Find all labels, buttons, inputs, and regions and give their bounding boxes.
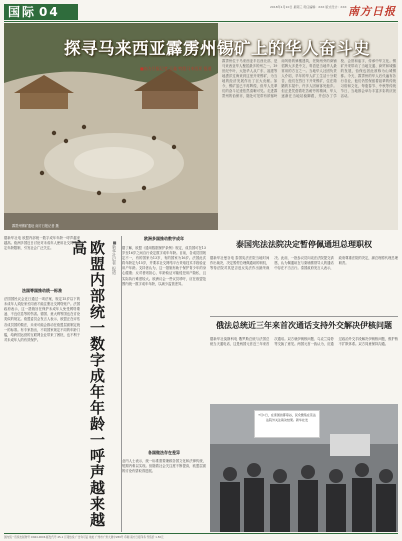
masthead-rule [4, 21, 398, 22]
middle-head: 欧洲多国推动数字成年 [144, 236, 184, 241]
middle-body: 据了解，欧盟《通用数据保护条例》规定，成员国可在13岁至16岁之间自行设定数字成年年龄。目前，各成员国规定不一，有的国家为13岁，有的国家为16岁。法国此次将年龄定为15岁，并要求社交网络平台采取技术手段验证用户年龄。支持者认为，这一措施有助于保护青少年的身心健康；反对者则担心，年龄验证可能侵犯用户隐私，且实际执行难度较大。欧洲议会一些议员呼吁，应在欧盟范围内统一数字成年年龄，以减少监管差异。 [122, 246, 206, 286]
hero-headline: 探寻马来西亚霹雳州锡矿上的华人奋斗史 [64, 39, 370, 58]
left-subhead: 法国等国推动统一标准 [22, 288, 62, 293]
hero-feature [4, 23, 398, 230]
photo-caption: 霹雳州锡矿遗址 南方日报记者 摄 [12, 224, 59, 228]
footer-rule [4, 533, 398, 534]
right-area [210, 236, 398, 532]
russia-france-headline: 俄法总统近三年来首次通话支持外交解决伊核问题 [216, 321, 392, 330]
page-footer: 国内统一连续出版物号 CN44-0006 邮发代号 45-1 订阅热线 广告许可证 地址 广州市广州大道中289号 印刷 南方日报印务 零售价 1.50元 [4, 536, 164, 539]
left-intro: 据新华社电 欧盟内部统一数字成年年龄一呼声越来越高。欧洲多国近日讨论对未成年人使用社交网络设定年龄限制，引发社会广泛关注。 [4, 236, 80, 251]
newspaper-logo: 南方日报 [348, 5, 396, 18]
vertical-byline: ■新华社记者 报道 [112, 240, 117, 275]
middle-subhead: 各国做法存在差异 [148, 450, 180, 455]
date-line: 2018年1月10日 星期三 责任编辑：XXX 版式设计：XXX [270, 5, 347, 9]
middle-column [122, 236, 206, 532]
section-name: 国际 [8, 5, 37, 19]
hero-byline: ■南方日报记者 王鑫 特派马来西亚 报道 [140, 66, 212, 71]
thailand-headline: 泰国宪法法院决定暂停佩通坦总理职权 [236, 240, 372, 249]
masthead [0, 0, 402, 20]
left-article [4, 236, 80, 532]
protest-photo [210, 404, 398, 532]
vertical-headline: 欧盟内部统一数字成年年龄一呼声越来越高 [70, 240, 106, 528]
article-divider [210, 316, 398, 317]
left-column [4, 236, 126, 532]
left-body-text: 法国国民议会近日通过一项法案，规定15岁以下的未成年人须经家长同意才能注册社交网络账户。法国政府表示，这一措施旨在保护未成年人免受网络欺凌、不良信息等的伤害。德国、意大利等国也在讨论类似的规定。欧盟委员会发言人表示，欧盟正在评估各成员国的做法，未来可能会推动在欧盟层面制定统一的标准。有专家指出，不同国家规定不同的年龄门槛，给跨国运营的互联网企业带来了困扰，也不利于对未成年人的有效保护。 [4, 297, 80, 342]
section-label [4, 4, 78, 20]
thailand-article: 据新华社曼谷电 泰国宪法法院当地时间作出裁决，决定暂停总理佩通坦的职权，等待法院对其是否违反宪法作出最终裁决。此前，一批参议员向宪法法院提交请愿，认为佩通坦在与柬埔寨领导人的通话中存在不当言行。泰国政府发言人表示，政府尊重法院的决定，副总理将代理总理职责。 [210, 256, 398, 271]
russia-france-article: 据新华社莫斯科电 俄罗斯总统与法国总统当天通电话，这是两国元首近三年来首次通话。双方就伊朗核问题、乌克兰局势等交换了意见。两国元首一致认为，应通过政治外交手段解决伊朗核问题，维护核不扩散体系。双方同意保持沟通。 [210, 337, 398, 347]
middle-body-2: 业内人士表示，统一标准需要兼顾各国文化和法律传统，短期内难以实现。但随着社会关注度不断提高，欧盟层面的讨论有望取得进展。 [122, 459, 206, 474]
page-number: 04 [39, 5, 60, 19]
hero-article-body: 霹雳州位于马来西亚半岛西北部，是马来西亚华人聚居最多的州之一。19世纪中叶，大批华人从广东、福建等地漂洋过海来到这里开采锡矿，为当地的经济发展作出了巨大贡献。如今，锡矿虽已不再辉煌，但华人先辈们的奋斗足迹依然清晰可见。走进霹雳州的怡保市，随处可见带有浓郁岭南风格的骑楼建筑，老街两旁的商铺招牌大多是中文，粤语是当地华人最常用的方言之一。当地华人社团负责人介绍，早年的华人矿工生活十分艰苦，他们在烈日下开采锡矿，住在简陋的木屋中，许多人因病客死他乡。但正是凭借着吃苦耐劳的精神，华人逐渐在当地站稳脚跟，并创办了学校、会馆和庙宇，传承中华文化。锡矿开采带动了当地交通、商贸和城镇的发展，怡保也因此被称为山城锡都。今天，霹雳州的华人后代遍布各行各业，他们仍然保留着祖辈的传统习俗和文化，每逢春节、中秋等传统节日，当地都会举办丰富多彩的庆祝活动。 [222, 59, 396, 98]
protest-photo-caption: 7月1日，在泰国首都曼谷，民众聚集在宪法法院外关注裁决结果。新华社发 [254, 410, 320, 438]
